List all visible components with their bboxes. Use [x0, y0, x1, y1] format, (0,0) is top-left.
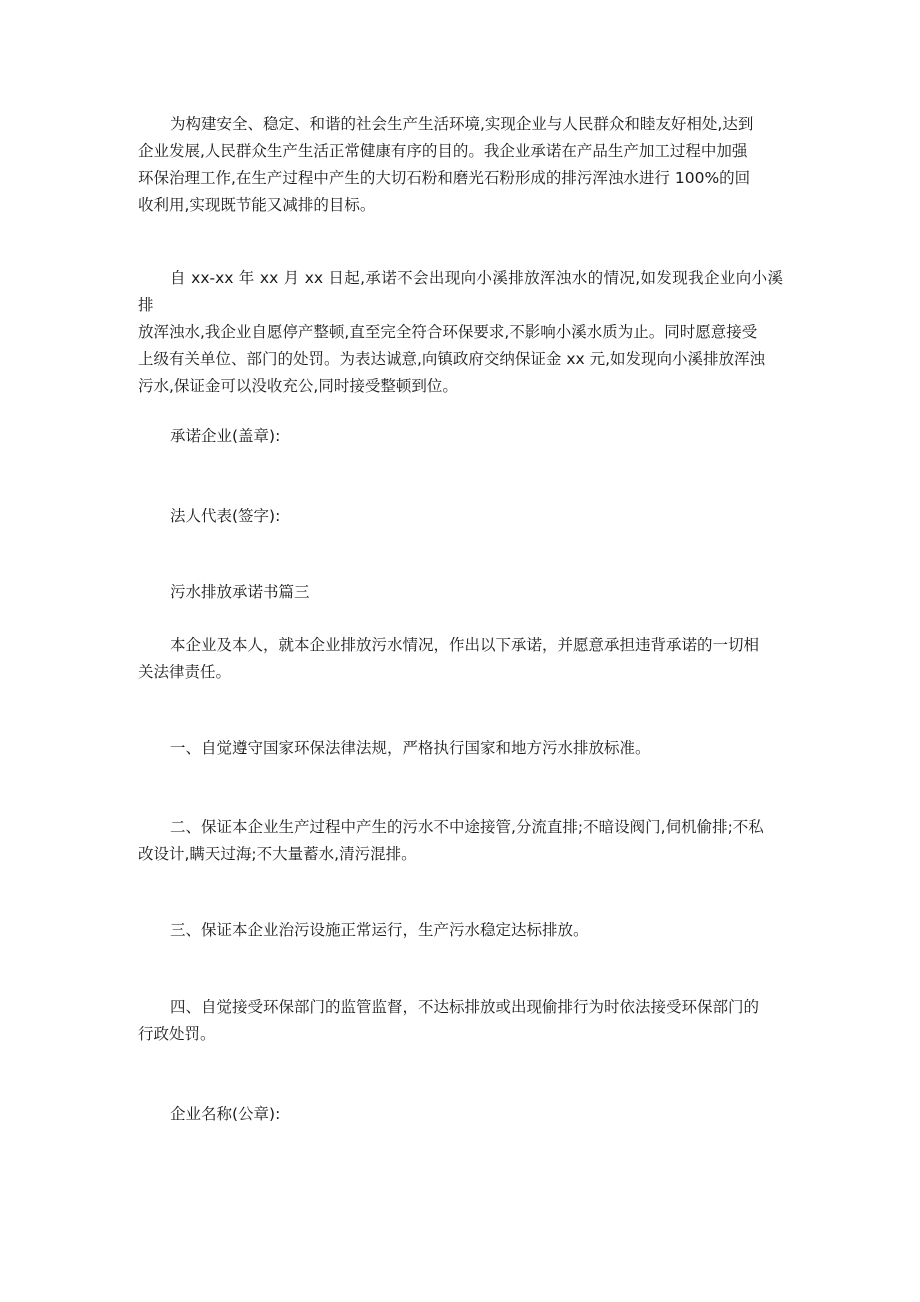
- section-title-text: 污水排放承诺书篇三: [170, 583, 310, 601]
- intro-paragraph: [138, 632, 783, 686]
- item4-line-2: 行政处罚。: [138, 1025, 216, 1043]
- footer-company-name-label: 企业名称(公章):: [170, 1105, 281, 1123]
- para2-line-2: 放浑浊水,我企业自愿停产整顿,直至完全符合环保要求,不影响小溪水质为止。同时愿意接受: [138, 323, 758, 341]
- signature-legal: [138, 503, 783, 530]
- section-title: [138, 579, 783, 606]
- para1-line-4: 收利用,实现既节能又减排的目标。: [138, 196, 376, 214]
- para1-line-2: 企业发展,人民群众生产生活正常健康有序的目的。我企业承诺在产品生产加工过程中加强: [138, 142, 748, 160]
- item2-line-1: 二、保证本企业生产过程中产生的污水不中途接管,分流直排;不暗设阀门,伺机偷排;不私: [170, 818, 764, 836]
- item-4: [138, 994, 783, 1048]
- intro-line-2: 关法律责任。: [138, 663, 232, 681]
- item2-line-2: 改设计,瞒天过海;不大量蓄水,清污混排。: [138, 845, 417, 863]
- para1-line-3: 环保治理工作,在生产过程中产生的大切石粉和磨光石粉形成的排污浑浊水进行 100%的回: [138, 169, 751, 187]
- item-3: [138, 917, 783, 944]
- para1-line-1: 为构建安全、稳定、和谐的社会生产生活环境,实现企业与人民群众和睦友好相处,达到: [170, 115, 754, 133]
- signature-legal-label: 法人代表(签字):: [170, 507, 281, 525]
- item1-line-1: 一、自觉遵守国家环保法律法规，严格执行国家和地方污水排放标准。: [170, 739, 651, 757]
- signature-company-label: 承诺企业(盖章):: [170, 427, 281, 445]
- item3-line-1: 三、保证本企业治污设施正常运行，生产污水稳定达标排放。: [170, 921, 589, 939]
- item4-line-1: 四、自觉接受环保部门的监管监督，不达标排放或出现偷排行为时依法接受环保部门的: [170, 998, 760, 1016]
- para2-line-3: 上级有关单位、部门的处罚。为表达诚意,向镇政府交纳保证金 xx 元,如发现向小溪排放浑浊: [138, 350, 766, 368]
- item-1: [138, 735, 783, 762]
- intro-line-1: 本企业及本人，就本企业排放污水情况，作出以下承诺，并愿意承担违背承诺的一切相: [170, 636, 760, 654]
- para2-line-1: 自 xx-xx 年 xx 月 xx 日起,承诺不会出现向小溪排放浑浊水的情况,如发现我企业向小溪排: [138, 269, 783, 314]
- signature-company: [138, 423, 783, 450]
- paragraph-1: [138, 111, 783, 219]
- footer-company-name: [138, 1101, 783, 1128]
- paragraph-2: [138, 265, 783, 400]
- item-2: [138, 814, 783, 868]
- para2-line-4: 污水,保证金可以没收充公,同时接受整顿到位。: [138, 377, 458, 395]
